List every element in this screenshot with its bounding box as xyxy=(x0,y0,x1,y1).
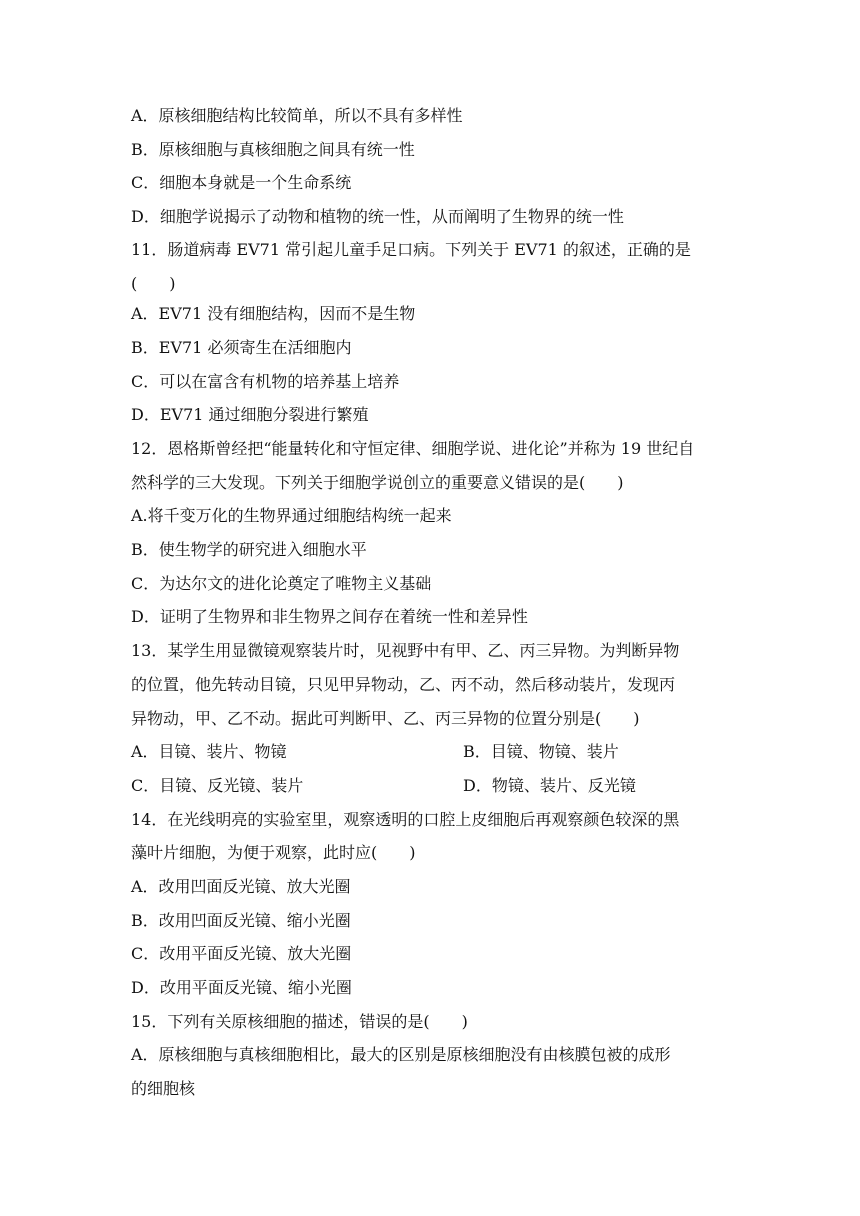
q10-option-c: C．细胞本身就是一个生命系统 xyxy=(131,173,352,192)
q12-stem-line-1: 12．恩格斯曾经把“能量转化和守恒定律、细胞学说、进化论”并称为 19 世纪自 xyxy=(131,439,695,458)
q15-option-a-line-1: A．原核细胞与真核细胞相比，最大的区别是原核细胞没有由核膜包被的成形 xyxy=(131,1045,671,1064)
q12-option-d: D．证明了生物界和非生物界之间存在着统一性和差异性 xyxy=(131,607,528,626)
q14-option-d: D．改用平面反光镜、缩小光圈 xyxy=(131,978,352,997)
q13-option-a: A．目镜、装片、物镜 xyxy=(131,742,287,761)
q13-stem-line-3: 异物动，甲、乙不动。据此可判断甲、乙、丙三异物的位置分别是( ) xyxy=(131,709,640,728)
q14-stem-line-2: 藻叶片细胞，为便于观察，此时应( ) xyxy=(131,843,416,862)
q15-stem: 15．下列有关原核细胞的描述，错误的是( ) xyxy=(131,1012,468,1031)
q13-option-d: D．物镜、装片、反光镜 xyxy=(463,776,636,795)
q13-stem-line-2: 的位置，他先转动目镜，只见甲异物动，乙、丙不动，然后移动装片，发现丙 xyxy=(131,675,676,694)
q10-option-a: A．原核细胞结构比较简单，所以不具有多样性 xyxy=(131,106,463,125)
q13-option-c: C．目镜、反光镜、装片 xyxy=(131,776,304,795)
q12-stem-line-2: 然科学的三大发现。下列关于细胞学说创立的重要意义错误的是( ) xyxy=(131,473,624,492)
q15-option-a-line-2: 的细胞核 xyxy=(131,1079,196,1098)
q12-option-a: A.将千变万化的生物界通过细胞结构统一起来 xyxy=(131,506,452,525)
q11-stem-line-2: ( ) xyxy=(131,274,176,293)
q11-option-a: A．EV71 没有细胞结构，因而不是生物 xyxy=(131,304,416,323)
q11-stem-line-1: 11．肠道病毒 EV71 常引起儿童手足口病。下列关于 EV71 的叙述，正确的是 xyxy=(131,240,691,259)
q14-option-a: A．改用凹面反光镜、放大光圈 xyxy=(131,877,351,896)
q11-option-b: B．EV71 必须寄生在活细胞内 xyxy=(131,338,352,357)
q10-option-d: D．细胞学说揭示了动物和植物的统一性，从而阐明了生物界的统一性 xyxy=(131,207,624,226)
q12-option-b: B．使生物学的研究进入细胞水平 xyxy=(131,540,367,559)
q11-option-d: D．EV71 通过细胞分裂进行繁殖 xyxy=(131,405,369,424)
q14-stem-line-1: 14．在光线明亮的实验室里，观察透明的口腔上皮细胞后再观察颜色较深的黑 xyxy=(131,810,680,829)
q10-option-b: B．原核细胞与真核细胞之间具有统一性 xyxy=(131,140,415,159)
q13-option-b: B．目镜、物镜、装片 xyxy=(463,742,619,761)
q12-option-c: C．为达尔文的进化论奠定了唯物主义基础 xyxy=(131,574,432,593)
q14-option-c: C．改用平面反光镜、放大光圈 xyxy=(131,944,352,963)
q13-stem-line-1: 13．某学生用显微镜观察装片时，见视野中有甲、乙、丙三异物。为判断异物 xyxy=(131,641,680,660)
q11-option-c: C．可以在富含有机物的培养基上培养 xyxy=(131,372,400,391)
q14-option-b: B．改用凹面反光镜、缩小光圈 xyxy=(131,911,351,930)
